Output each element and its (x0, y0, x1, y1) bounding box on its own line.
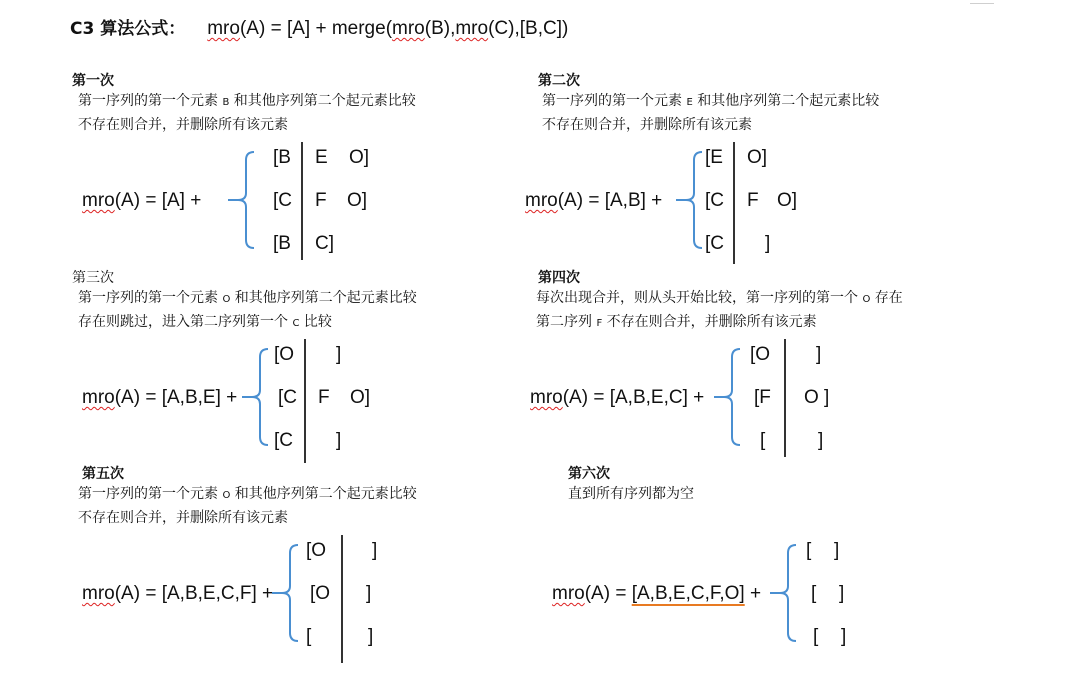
step-6 (552, 463, 1038, 659)
text-segment: 第一序列的第一个元素 (78, 290, 223, 306)
text-segment: C] (315, 233, 334, 254)
text-segment: [ (811, 583, 817, 604)
step-5 (78, 463, 552, 659)
formula-text: + (744, 583, 762, 604)
desc-line-2 (536, 311, 903, 335)
text-segment: O] (349, 147, 370, 168)
formula-text: (A) = [A] + merge( (239, 18, 393, 39)
text-segment: O] (747, 147, 768, 168)
step-title: 第五次 (82, 466, 124, 482)
text-segment: F (315, 190, 327, 211)
step-4 (530, 267, 1008, 463)
page-title (70, 14, 568, 40)
text-segment: ] (372, 540, 378, 561)
step-formula (530, 387, 704, 409)
text-segment: 第一序列的第一个元素 (78, 486, 223, 502)
step-description (542, 90, 879, 137)
text-segment: [E (705, 147, 723, 168)
sequence-divider (784, 339, 786, 457)
text-segment: E (686, 97, 693, 108)
left-brace (676, 150, 706, 250)
step-title: 第二次 (538, 73, 580, 89)
mro-word: mro (82, 583, 115, 604)
text-segment: ] (818, 430, 824, 451)
step-title: 第四次 (538, 270, 580, 286)
title-formula (207, 18, 568, 39)
left-brace (272, 543, 302, 643)
step-description (78, 90, 416, 137)
text-segment: F (318, 387, 330, 408)
title-label: C3 算法公式： (70, 19, 186, 39)
text-segment: [B (273, 233, 291, 254)
text-segment: ] (765, 233, 771, 254)
text-segment: [O (274, 344, 295, 365)
text-segment: 比较 (299, 314, 332, 330)
text-segment: [C (278, 387, 297, 408)
mro-word: mro (82, 387, 115, 408)
step-3 (72, 267, 542, 463)
text-segment: ] (841, 626, 847, 647)
text-segment: [ (760, 430, 766, 451)
result-highlight: [A,B,E,C,F,O] (631, 583, 745, 604)
step-description (78, 483, 417, 530)
text-segment: 每次出现合并，则从头开始比较，第一序列的第一个 (536, 290, 863, 306)
desc-line-1 (542, 90, 879, 114)
text-segment: 存在 (870, 290, 903, 306)
text-segment: [C (273, 190, 292, 211)
sequence-divider (301, 142, 303, 260)
mro-word: mro (455, 18, 489, 39)
left-brace (770, 543, 800, 643)
step-formula (82, 190, 201, 212)
desc-line-2 (78, 311, 417, 335)
text-segment: F (747, 190, 759, 211)
text-segment: ] (839, 583, 845, 604)
step-formula (82, 583, 273, 605)
step-title: 第六次 (568, 466, 610, 482)
text-segment: B (222, 97, 230, 108)
text-segment: ] (368, 626, 374, 647)
formula-text: (A) = [A] + (114, 190, 202, 211)
desc-line-1: 直到所有序列都为空 (568, 486, 694, 502)
text-segment: ] (336, 430, 342, 451)
mro-word: mro (82, 190, 115, 211)
text-segment: 第一序列的第一个元素 (542, 93, 687, 109)
text-segment: F (596, 318, 603, 329)
text-segment: O (222, 294, 231, 305)
text-segment: [O (750, 344, 771, 365)
text-segment: 存在则跳过，进入第二序列第一个 (78, 314, 293, 330)
step-formula (82, 387, 237, 409)
formula-text: (B), (424, 18, 456, 39)
mro-word: mro (525, 190, 558, 211)
text-segment: [O (310, 583, 331, 604)
formula-text: (A) = [A,B,E,C] + (562, 387, 705, 408)
formula-text: (A) = [A,B,E] + (114, 387, 238, 408)
text-segment: ] (366, 583, 372, 604)
text-segment: E (315, 147, 328, 168)
text-segment: [F (754, 387, 771, 408)
text-segment: O (222, 490, 231, 501)
text-segment: 和其他序列第二个起元素比较 (692, 93, 880, 109)
text-segment: 和其他序列第二个起元素比较 (230, 486, 417, 502)
step-1 (72, 70, 542, 266)
mro-word: mro (392, 18, 425, 39)
left-brace (714, 347, 744, 447)
text-segment: 和其他序列第二个起元素比较 (229, 93, 416, 109)
text-segment: ] (834, 540, 840, 561)
step-description (78, 287, 417, 335)
mro-word: mro (552, 583, 585, 604)
text-segment: [C (274, 430, 293, 451)
text-segment: [ (813, 626, 819, 647)
desc-line-2: 不存在则合并，并删除所有该元素 (78, 510, 288, 526)
text-segment: O] (350, 387, 371, 408)
formula-text: (A) = [A,B] + (557, 190, 663, 211)
text-segment: 第一序列的第一个元素 (78, 93, 223, 109)
text-segment: O] (777, 190, 798, 211)
step-title: 第一次 (72, 73, 114, 89)
desc-line-1 (78, 90, 416, 114)
text-segment: O ] (804, 387, 830, 408)
text-segment: ] (336, 344, 342, 365)
text-segment: [O (306, 540, 327, 561)
text-segment: C (292, 318, 300, 329)
mro-word: mro (530, 387, 563, 408)
step-formula (525, 190, 662, 212)
step-title: 第三次 (72, 270, 114, 286)
text-segment: [C (705, 190, 724, 211)
text-segment: [B (273, 147, 291, 168)
left-brace (242, 347, 272, 447)
desc-line-1 (78, 483, 417, 507)
left-brace (228, 150, 258, 250)
text-segment: 和其他序列第二个起元素比较 (230, 290, 417, 306)
text-segment: O] (347, 190, 368, 211)
text-segment: O (862, 294, 871, 305)
sequence-divider (341, 535, 343, 663)
text-segment: [ (806, 540, 812, 561)
desc-line-1 (536, 287, 903, 311)
page-corner-mark (970, 3, 994, 4)
text-segment: 第二序列 (536, 314, 597, 330)
formula-text: (C),[B,C]) (488, 18, 569, 39)
step-formula (552, 583, 761, 605)
text-segment: [C (705, 233, 724, 254)
step-description (568, 483, 694, 506)
desc-line-2: 不存在则合并，并删除所有该元素 (542, 117, 752, 133)
desc-line-2: 不存在则合并，并删除所有该元素 (78, 117, 288, 133)
sequence-divider (304, 339, 306, 463)
text-segment: 不存在则合并，并删除所有该元素 (602, 314, 817, 330)
desc-line-1 (78, 287, 417, 311)
step-2 (525, 70, 1008, 266)
step-description (536, 287, 903, 335)
mro-word: mro (207, 18, 240, 39)
text-segment: ] (816, 344, 822, 365)
text-segment: [ (306, 626, 312, 647)
formula-text: (A) = (584, 583, 632, 604)
sequence-divider (733, 142, 735, 264)
formula-text: (A) = [A,B,E,C,F] + (114, 583, 274, 604)
